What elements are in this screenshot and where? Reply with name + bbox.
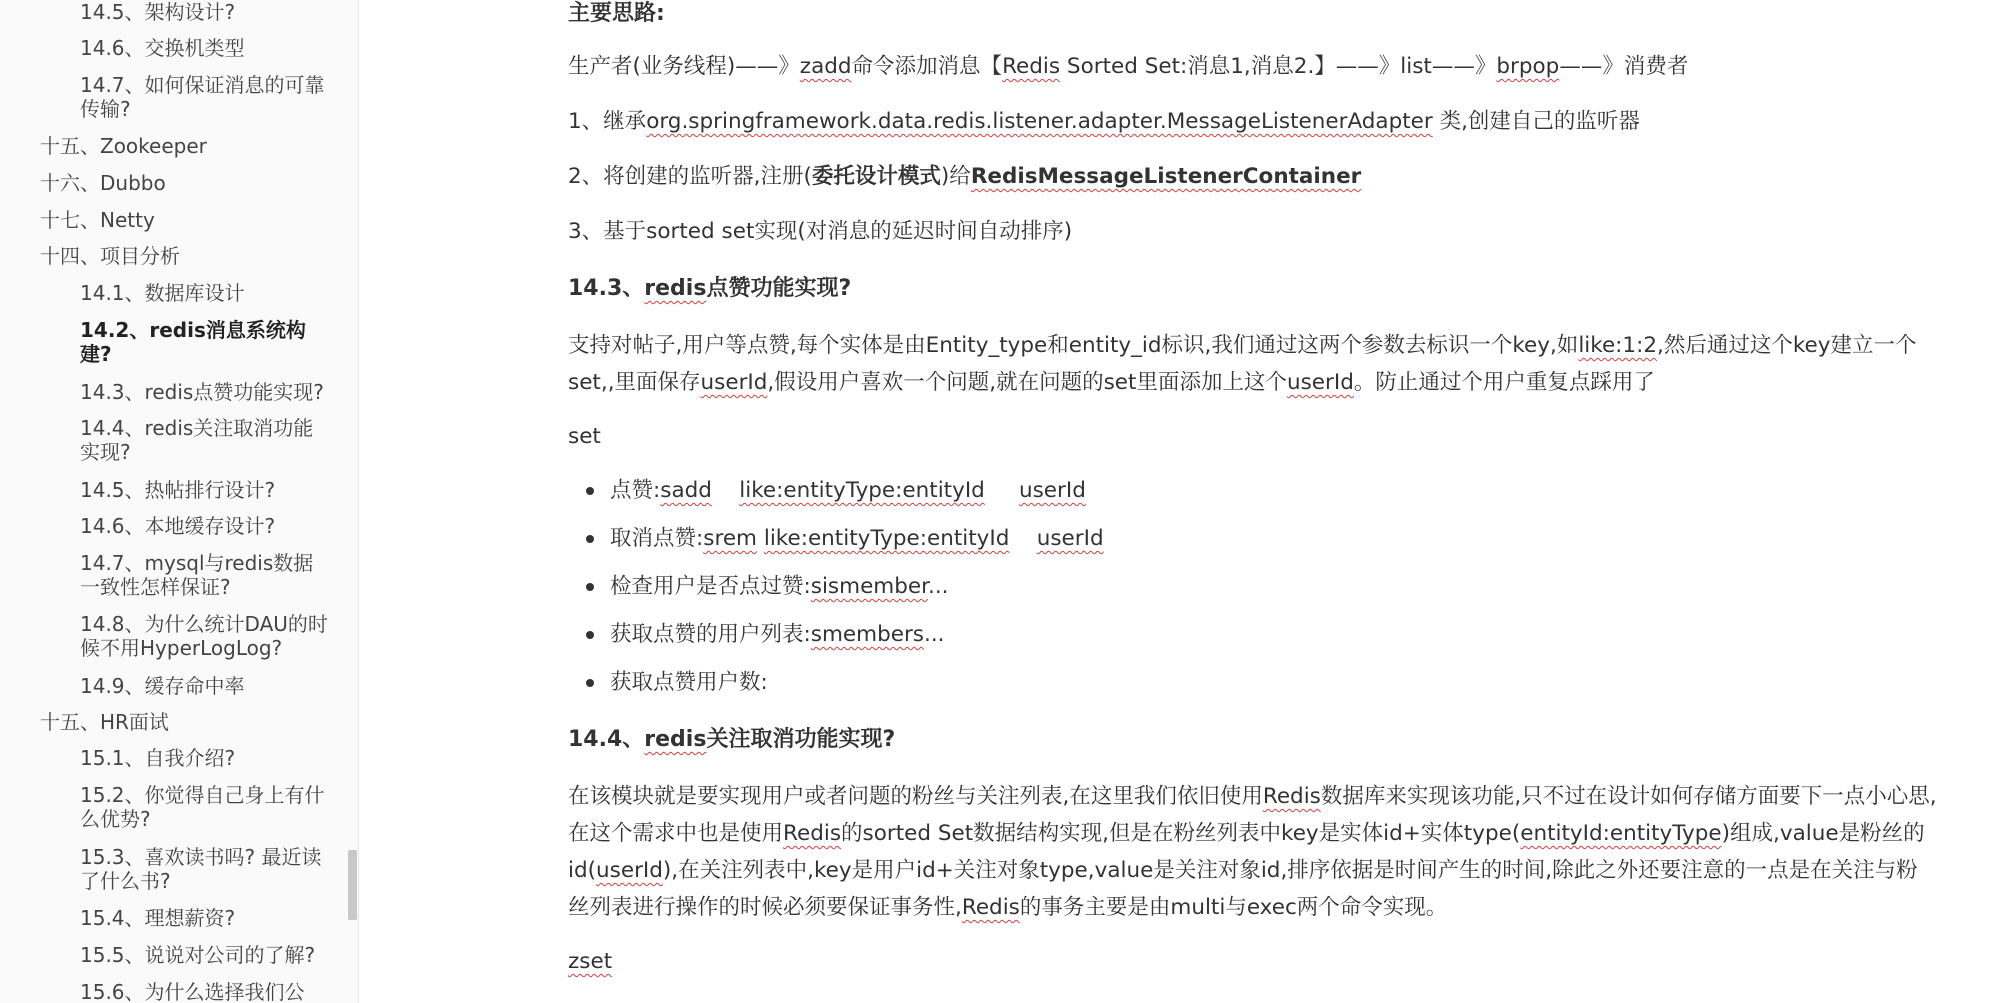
toc-item[interactable]: 十六、Dubbo (40, 171, 166, 195)
toc-item[interactable]: 14.5、架构设计? (80, 0, 236, 24)
toc-item[interactable]: 14.7、如何保证消息的可靠传输? (80, 73, 325, 121)
toc-item[interactable]: 15.5、说说对公司的了解? (80, 943, 316, 967)
toc-item[interactable]: 15.6、为什么选择我们公 (80, 980, 305, 1003)
sidebar-scrollbar-thumb[interactable] (348, 850, 357, 920)
toc-item[interactable]: 十五、HR面试 (40, 710, 169, 734)
step-2-paragraph: 2、将创建的监听器,注册(委托设计模式)给RedisMessageListenerContainer (568, 164, 1362, 189)
step-3-paragraph: 3、基于sorted set实现(对消息的延迟时间自动排序) (568, 219, 1073, 244)
toc-item[interactable]: 14.6、本地缓存设计? (80, 514, 276, 538)
toc-item[interactable]: 14.9、缓存命中率 (80, 674, 245, 698)
toc-item[interactable]: 14.6、交换机类型 (80, 36, 245, 60)
follow-description-paragraph: 在该模块就是要实现用户或者问题的粉丝与关注列表,在这里我们依旧使用Redis数据库来实现该功能,只不过在设计如何存储方面要下一点小心思,在这个需求中也是使用Redis的sorted Set数据结构实现,但是在粉丝列表中key是实体id+实体type(entityId:entityType)组成,value是粉丝的id(userId),在关注列表中,key是用户id+关注对象type,value是关注对象id,排序依据是时间产生的时间,除此之外还要注意的一点是在关注与粉丝列表进行操作的时候必须要保证事务性,Redis的事务主要是由multi与exec两个命令实现。 (568, 784, 1937, 920)
toc-item[interactable]: 14.4、redis关注取消功能实现? (80, 416, 314, 464)
section-heading-14-4: 14.4、redis关注取消功能实现? (568, 727, 896, 752)
toc-item[interactable]: 14.7、mysql与redis数据一致性怎样保证? (80, 551, 314, 599)
flow-paragraph: 生产者(业务线程)——》zadd命令添加消息【Redis Sorted Set:消息1,消息2.】——》list——》brpop——》消费者 (568, 54, 1689, 79)
toc-item[interactable]: 14.5、热帖排行设计? (80, 478, 276, 502)
zset-label: zset (568, 949, 613, 974)
toc-item[interactable]: 15.1、自我介绍? (80, 746, 236, 770)
toc-sidebar (0, 0, 359, 1003)
toc-item[interactable]: 15.3、喜欢读书吗? 最近读了什么书? (80, 845, 322, 893)
toc-item-active[interactable]: 14.2、redis消息系统构建? (80, 318, 306, 366)
toc-item[interactable]: 14.3、redis点赞功能实现? (80, 380, 324, 404)
section-heading-14-3: 14.3、redis点赞功能实现? (568, 276, 852, 301)
toc-item[interactable]: 十五、Zookeeper (40, 134, 207, 158)
toc-item[interactable]: 十四、项目分析 (40, 244, 180, 268)
toc-item[interactable]: 十七、Netty (40, 208, 155, 232)
document-content: 主要思路: 生产者(业务线程)——》zadd命令添加消息【Redis Sorted Set:消息1,消息2.】——》list——》brpop——》消费者 1、继承org.springframework.data.redis.listener.adapter.MessageListenerAdapter 类,创建自己的监听器 2、将创建的监听器,注册(委托设计模式)给RedisMessageListenerContainer 3、基于sorted set实现(对消息的延迟时间自动排序) 14.3、redis点赞功能实现? 支持对帖子,用户等点赞,每个实体是由Entity_type和entity_id标识,我们通过这两个参数去标识一个key,如like:1:2,然后通过这个key建立一个set,,里面保存userId,假设用户喜欢一个问题,就在问题的set里面添加上这个userId。防止通过个用户重复点踩用了 set 点赞:sadd like:entityType:entityId userId 取消点赞:srem like:entityType:entityId userId 检查用户是否点过赞:sismember... 获取点赞的用户列表:smembers... 获取点赞用户数: 14.4、redis关注取消功能实现? 在该模块就是要实现用户或者问题的粉丝与关注列表,在这里我们依旧使用Redis数据库来实现该功能,只不过在设计如何存储方面要下一点小心思,在这个需求中也是使用Redis的sorted Set数据结构实现,但是在粉丝列表中key是实体id+实体type(entityId:entityType)组成,value是粉丝的id(userId),在关注列表中,key是用户id+关注对象type,value是关注对象id,排序依据是时间产生的时间,除此之外还要注意的一点是在关注与粉丝列表进行操作的时候必须要保证事务性,Redis的事务主要是由multi与exec两个命令实现。 zset (568, 0, 1938, 1003)
main-idea-heading: 主要思路: (568, 1, 665, 26)
toc-item[interactable]: 15.4、理想薪资? (80, 906, 236, 930)
step-1-paragraph: 1、继承org.springframework.data.redis.listener.adapter.MessageListenerAdapter 类,创建自己的监听器 (568, 109, 1640, 134)
toc-item[interactable]: 15.2、你觉得自己身上有什么优势? (80, 783, 325, 831)
like-description-paragraph: 支持对帖子,用户等点赞,每个实体是由Entity_type和entity_id标识,我们通过这两个参数去标识一个key,如like:1:2,然后通过这个key建立一个set,,里面保存userId,假设用户喜欢一个问题,就在问题的set里面添加上这个userId。防止通过个用户重复点踩用了 (568, 333, 1917, 395)
toc-item[interactable]: 14.8、为什么统计DAU的时候不用HyperLogLog? (80, 612, 328, 660)
toc-item[interactable]: 14.1、数据库设计 (80, 281, 245, 305)
set-label: set (568, 424, 601, 449)
